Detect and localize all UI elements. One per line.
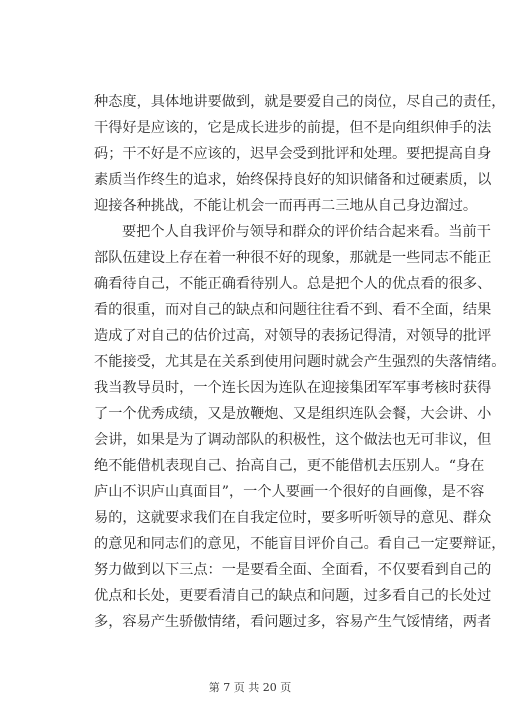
paragraph-first-line: 要把个人自我评价与领导和群众的评价结合起来看。当前干 — [122, 224, 491, 240]
page-footer: 第 7 页 共 20 页 — [208, 681, 292, 694]
text-line: 我当教导员时，一个连长因为连队在迎接集团军军事考核时获得 — [94, 380, 492, 396]
text-line: 干得好是应该的，它是成长进步的前提，但不是向组织伸手的法 — [94, 120, 492, 136]
text-line: 确看待自己，不能正确看待别人。总是把个人的优点看的很多、 — [94, 276, 492, 292]
text-line: 庐山不识庐山真面目”，一个人要画一个很好的自画像，是不容 — [94, 484, 485, 500]
text-line: 了一个优秀成绩，又是放鞭炮、又是组织连队会餐，大会讲、小 — [94, 406, 492, 422]
text-line: 素质当作终生的追求，始终保持良好的知识储备和过硬素质，以 — [94, 172, 492, 188]
text-line: 部队伍建设上存在着一种很不好的现象，那就是一些同志不能正 — [94, 250, 492, 266]
text-line: 多，容易产生骄傲情绪，看问题过多，容易产生气馁情绪，两者 — [94, 614, 492, 630]
text-line: 努力做到以下三点：一是要看全面、全面看，不仅要看到自己的 — [94, 562, 492, 578]
text-line: 会讲，如果是为了调动部队的积极性，这个做法也无可非议，但 — [94, 432, 492, 448]
text-line: 看的很重，而对自己的缺点和问题往往看不到、看不全面，结果 — [94, 302, 492, 318]
text-line: 不能接受，尤其是在关系到使用问题时就会产生强烈的失落情绪。 — [94, 354, 505, 370]
text-line: 优点和长处，更要看清自己的缺点和问题，过多看自己的长处过 — [94, 588, 492, 604]
text-line: 易的，这就要求我们在自我定位时，要多听听领导的意见、群众 — [94, 510, 492, 526]
text-line: 码；干不好是不应该的，迟早会受到批评和处理。要把提高自身 — [94, 146, 492, 162]
text-line: 的意见和同志们的意见，不能盲目评价自己。看自己一定要辩证， — [94, 536, 505, 552]
text-line: 种态度，具体地讲要做到，就是要爱自己的岗位，尽自己的责任， — [94, 94, 505, 110]
text-line: 绝不能借机表现自己、抬高自己，更不能借机去压别人。“身在 — [94, 458, 485, 474]
text-line: 迎接各种挑战，不能让机会一而再再二三地从自己身边溜过。 — [94, 198, 478, 214]
text-line: 造成了对自己的估价过高，对领导的表扬记得清，对领导的批评 — [94, 328, 492, 344]
